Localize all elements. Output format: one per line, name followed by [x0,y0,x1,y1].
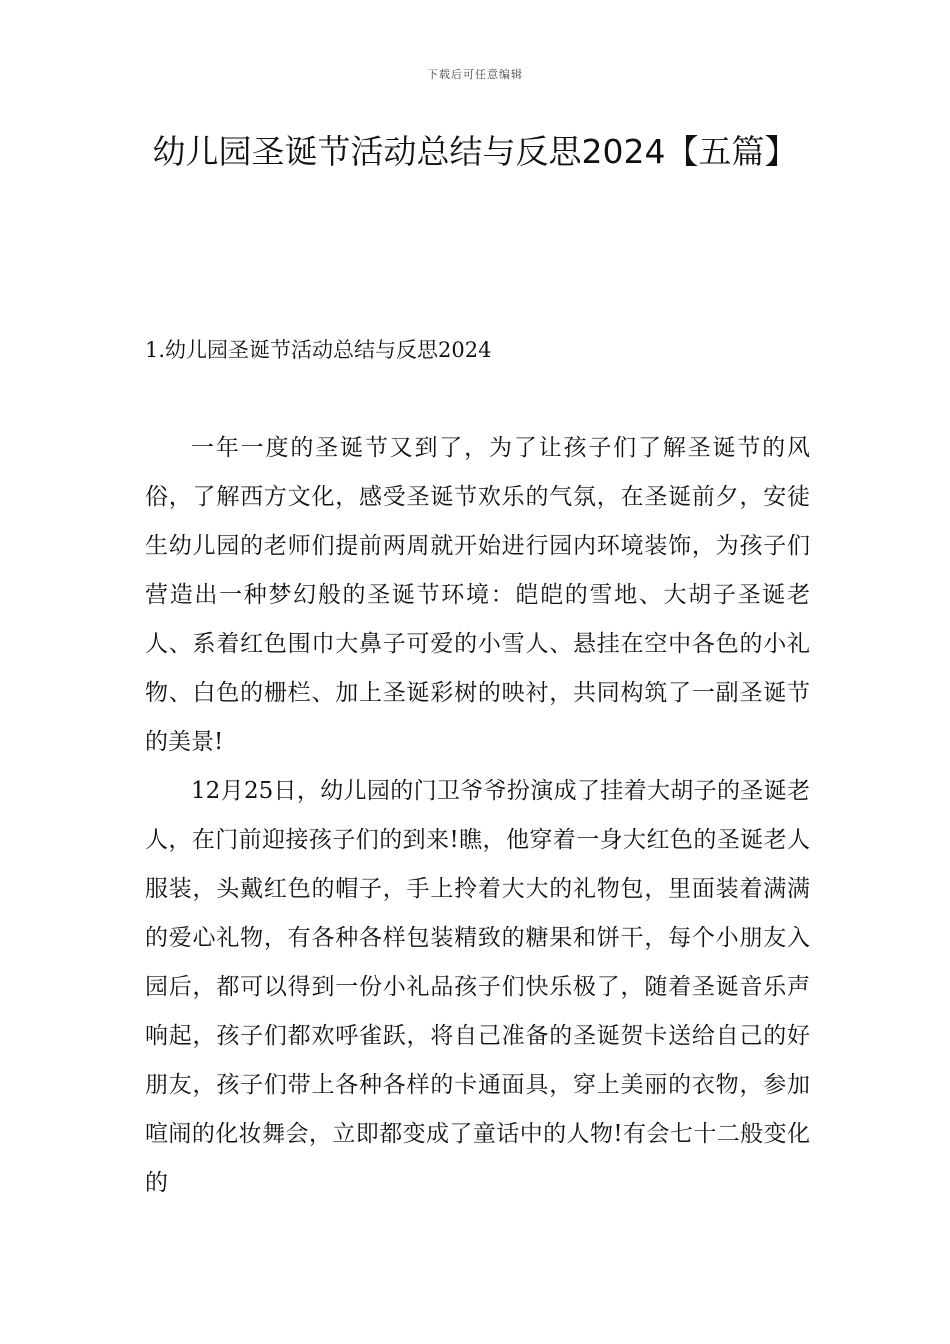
header-note: 下载后可任意编辑 [427,68,523,81]
paragraph-1: 一年一度的圣诞节又到了，为了让孩子们了解圣诞节的风俗，了解西方文化，感受圣诞节欢乐的气氛，在圣诞前夕，安徒生幼儿园的老师们提前两周就开始进行园内环境装饰，为孩子们营造出一种梦幻般的圣诞节环境：皑皑的雪地、大胡子圣诞老人、系着红色围巾大鼻子可爱的小雪人、悬挂在空中各色的小礼物、白色的栅栏、加上圣诞彩树的映衬，共同构筑了一副圣诞节的美景! [145,435,810,755]
document-title: 幼儿园圣诞节活动总结与反思2024【五篇】 [152,132,798,171]
section-heading: 1.幼儿园圣诞节活动总结与反思2024 [145,338,492,362]
paragraph-2: 12月25日，幼儿园的门卫爷爷扮演成了挂着大胡子的圣诞老人，在门前迎接孩子们的到来!瞧，他穿着一身大红色的圣诞老人服装，头戴红色的帽子，手上拎着大大的礼物包，里面装着满满的爱心礼物，有各种各样包装精致的糖果和饼干，每个小朋友入园后，都可以得到一份小礼品孩子们快乐极了，随着圣诞音乐声响起，孩子们都欢呼雀跃，将自己准备的圣诞贺卡送给自己的好朋友，孩子们带上各种各样的卡通面具，穿上美丽的衣物，参加喧闹的化妆舞会，立即都变成了童话中的人物!有会七十二般变化的 [145,778,810,1196]
